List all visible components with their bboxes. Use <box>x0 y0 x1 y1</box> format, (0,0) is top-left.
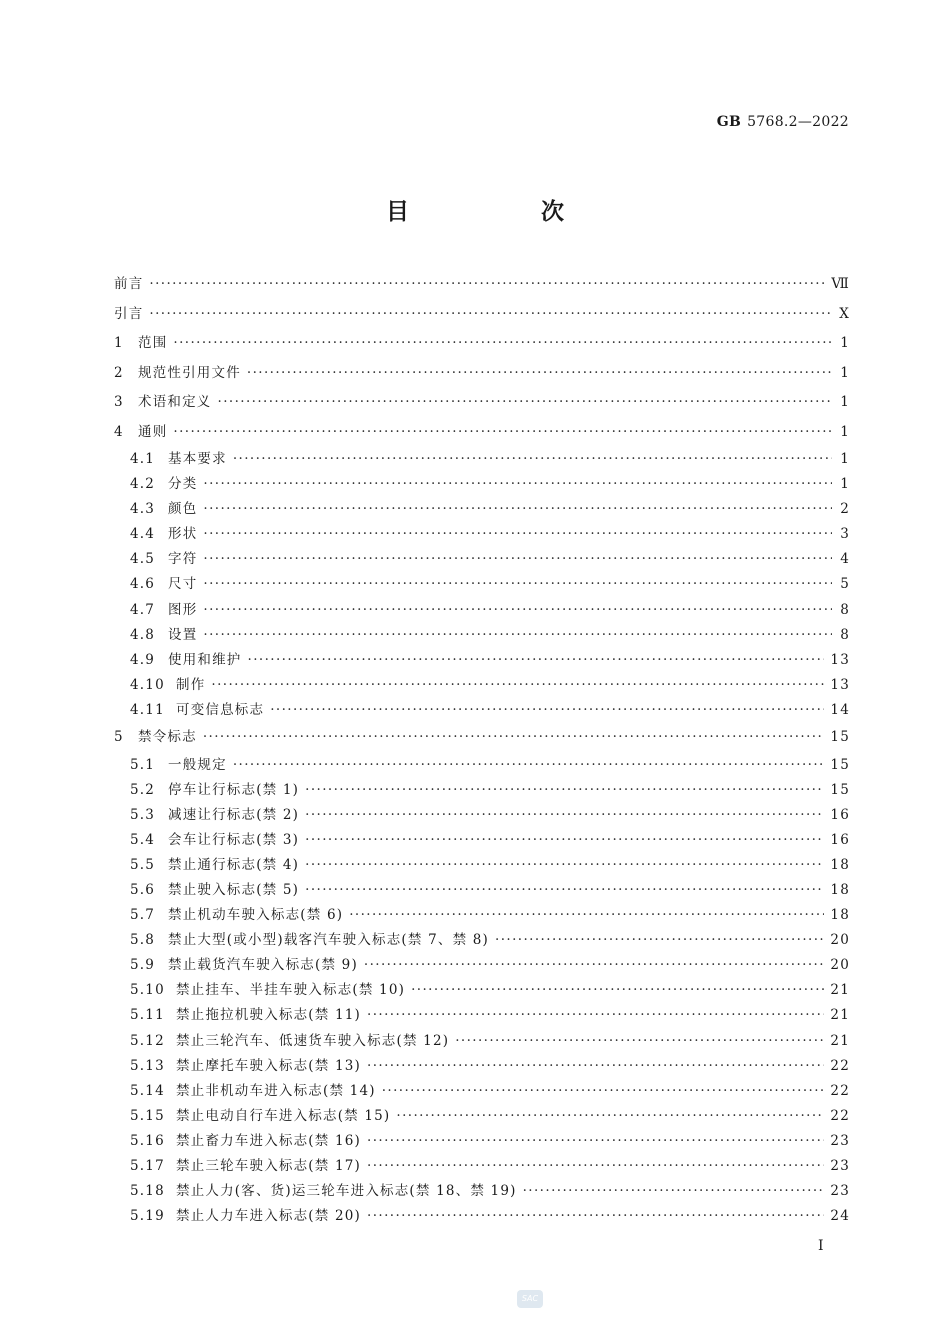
toc-entry-number: 4.9 <box>130 651 156 668</box>
dot-leader <box>173 418 832 448</box>
toc-entry[interactable] <box>114 1054 850 1079</box>
dot-leader <box>396 1104 824 1129</box>
dot-leader <box>367 1129 824 1154</box>
toc-entry-number: 5.3 <box>130 806 156 823</box>
toc-entry-number: 5.17 <box>130 1158 165 1175</box>
toc-entry[interactable] <box>114 648 850 673</box>
toc-entry[interactable] <box>114 388 850 418</box>
toc-entry-page: 1 <box>840 423 850 440</box>
toc-entry[interactable] <box>114 522 850 547</box>
toc-entry-number: 5.15 <box>130 1107 165 1124</box>
toc-entry-number: 5.14 <box>130 1082 165 1099</box>
page-title: 目 次 <box>385 199 626 225</box>
toc-entry-number: 5 <box>114 729 124 746</box>
toc-entry[interactable] <box>114 673 850 698</box>
toc-entry-page: 1 <box>840 364 850 381</box>
toc-entry-label: 可变信息标志 <box>176 701 265 718</box>
dot-leader <box>203 623 832 648</box>
toc-entry-label: 尺寸 <box>168 576 198 593</box>
toc-entry-page: 4 <box>840 551 850 568</box>
toc-entry[interactable] <box>114 1204 850 1229</box>
toc-entry-number: 5.16 <box>130 1132 165 1149</box>
toc-entry[interactable] <box>114 329 850 359</box>
toc-entry-number: 5.11 <box>130 1007 165 1024</box>
dot-leader <box>455 1029 824 1054</box>
toc-entry-label: 禁止载货汽车驶入标志(禁 9) <box>168 957 358 974</box>
dot-leader <box>203 723 825 753</box>
toc-entry-number: 3 <box>114 394 124 410</box>
toc-entry-page: 21 <box>830 1007 850 1024</box>
toc-entry[interactable] <box>114 723 850 753</box>
toc-entry-page: 21 <box>830 982 850 999</box>
toc-entry-number: 5.4 <box>130 831 156 848</box>
dot-leader <box>305 853 824 878</box>
toc-entry-label: 禁止驶入标志(禁 5) <box>168 882 300 898</box>
toc-entry-label: 禁止电动自行车进入标志(禁 15) <box>176 1107 391 1124</box>
toc-entry[interactable] <box>114 1003 850 1028</box>
toc-entry[interactable] <box>114 953 850 978</box>
toc-entry-label: 规范性引用文件 <box>138 364 241 381</box>
toc-entry-page: 8 <box>840 601 850 618</box>
toc-entry-number: 4.6 <box>130 576 156 593</box>
toc-entry-label: 禁止摩托车驶入标志(禁 13) <box>176 1057 362 1074</box>
toc-entry-number: 5.9 <box>130 957 156 974</box>
dot-leader <box>203 547 832 572</box>
toc-entry-page: 1 <box>840 451 850 467</box>
toc-entry[interactable] <box>114 778 850 803</box>
toc-entry[interactable] <box>114 1129 850 1154</box>
dot-leader <box>149 270 825 300</box>
dot-leader <box>305 878 824 903</box>
toc-entry-page: 22 <box>830 1107 850 1124</box>
toc-entry-page: 15 <box>830 729 850 746</box>
toc-entry-page: 18 <box>830 882 850 898</box>
toc-entry[interactable] <box>114 878 850 903</box>
dot-leader <box>248 648 825 673</box>
toc-entry[interactable] <box>114 598 850 623</box>
dot-leader <box>203 598 832 623</box>
toc-entry-page: 16 <box>830 831 850 848</box>
toc-entry[interactable] <box>114 928 850 953</box>
toc-entry[interactable] <box>114 698 850 723</box>
dot-leader <box>203 572 832 597</box>
page-folio: Ⅰ <box>818 1238 824 1254</box>
toc-entry-label: 设置 <box>168 626 198 643</box>
dot-leader <box>211 673 824 698</box>
dot-leader <box>247 359 832 389</box>
toc-entry-page: 20 <box>830 932 850 949</box>
toc-entry-label: 范围 <box>138 335 168 351</box>
toc-entry-number: 2 <box>114 364 124 381</box>
toc-entry-label: 减速让行标志(禁 2) <box>168 806 300 823</box>
toc-entry-label: 使用和维护 <box>168 651 242 668</box>
dot-leader <box>411 978 824 1003</box>
toc-entry-number: 5.7 <box>130 907 156 924</box>
dot-leader <box>233 753 825 778</box>
toc-entry[interactable] <box>114 1104 850 1129</box>
dot-leader <box>367 1154 824 1179</box>
toc-entry-page: 18 <box>830 907 850 924</box>
dot-leader <box>203 522 832 547</box>
toc-entry[interactable] <box>114 853 850 878</box>
toc-entry-label: 禁止通行标志(禁 4) <box>168 856 300 873</box>
toc-entry-number: 5.13 <box>130 1057 165 1074</box>
toc-entry-number: 4.4 <box>130 526 156 543</box>
toc-entry-page: 24 <box>830 1208 850 1225</box>
toc-entry[interactable] <box>114 497 850 522</box>
dot-leader <box>367 1003 824 1028</box>
toc-entry[interactable] <box>114 1029 850 1054</box>
toc-entry-page: 14 <box>830 701 850 718</box>
standard-number: 5768.2—2022 <box>747 114 849 130</box>
dot-leader <box>233 447 832 472</box>
toc-entry-label: 禁止人力(客、货)运三轮车进入标志(禁 18、禁 19) <box>176 1183 517 1200</box>
toc-entry-page: 20 <box>830 957 850 974</box>
toc-entry-label: 图形 <box>168 601 198 618</box>
toc-entry-page: 3 <box>840 526 850 543</box>
dot-leader <box>173 329 832 359</box>
toc-entry-number: 4.5 <box>130 551 156 568</box>
table-of-contents <box>114 270 850 1229</box>
dot-leader <box>367 1054 824 1079</box>
toc-entry-number: 4.8 <box>130 626 156 643</box>
toc-entry[interactable] <box>114 903 850 928</box>
toc-entry[interactable] <box>114 623 850 648</box>
toc-entry[interactable] <box>114 1179 850 1204</box>
dot-leader <box>305 778 824 803</box>
toc-entry-label: 禁止三轮汽车、低速货车驶入标志(禁 12) <box>176 1032 450 1049</box>
dot-leader <box>203 472 832 497</box>
toc-entry[interactable] <box>114 1154 850 1179</box>
toc-entry-label: 引言 <box>114 305 144 322</box>
toc-entry-number: 5.12 <box>130 1032 165 1049</box>
dot-leader <box>349 903 824 928</box>
dot-leader <box>495 928 824 953</box>
standard-code <box>717 114 849 130</box>
toc-entry-number: 1 <box>114 335 124 351</box>
toc-entry-label: 形状 <box>168 526 198 543</box>
toc-entry-number: 4.1 <box>130 451 156 467</box>
dot-leader <box>367 1204 824 1229</box>
toc-entry-number: 4 <box>114 423 124 440</box>
toc-entry-page: 23 <box>830 1183 850 1200</box>
toc-entry-page: 8 <box>840 626 850 643</box>
toc-entry-number: 4.3 <box>130 501 156 518</box>
toc-entry-label: 停车让行标志(禁 1) <box>168 781 300 798</box>
toc-entry[interactable] <box>114 300 850 330</box>
dot-leader <box>523 1179 825 1204</box>
dot-leader <box>364 953 824 978</box>
toc-entry-label: 禁止畜力车进入标志(禁 16) <box>176 1132 362 1149</box>
toc-entry[interactable] <box>114 547 850 572</box>
toc-entry[interactable] <box>114 572 850 597</box>
toc-entry-number: 5.8 <box>130 932 156 949</box>
dot-leader <box>305 803 824 828</box>
toc-entry[interactable] <box>114 978 850 1003</box>
dot-leader <box>218 388 833 418</box>
toc-entry[interactable] <box>114 828 850 853</box>
toc-entry-page: 13 <box>830 651 850 668</box>
toc-entry-page: 23 <box>830 1158 850 1175</box>
toc-entry-page: 15 <box>830 756 850 773</box>
toc-entry-page: 21 <box>830 1032 850 1049</box>
toc-entry[interactable] <box>114 803 850 828</box>
toc-entry[interactable] <box>114 472 850 497</box>
toc-entry-page: 15 <box>830 781 850 798</box>
toc-entry-label: 禁止人力车进入标志(禁 20) <box>176 1208 362 1225</box>
toc-entry-number: 5.1 <box>130 756 156 773</box>
toc-entry-number: 4.10 <box>130 676 165 693</box>
toc-entry-page: 5 <box>840 576 850 593</box>
publisher-watermark: SAC <box>517 1290 543 1308</box>
toc-entry-label: 术语和定义 <box>138 394 212 410</box>
dot-leader <box>382 1079 825 1104</box>
toc-entry-label: 禁止三轮车驶入标志(禁 17) <box>176 1158 362 1175</box>
toc-entry[interactable] <box>114 447 850 472</box>
toc-entry-label: 禁止大型(或小型)载客汽车驶入标志(禁 7、禁 8) <box>168 932 490 949</box>
toc-entry-number: 4.11 <box>130 701 165 718</box>
toc-entry-label: 禁止机动车驶入标志(禁 6) <box>168 907 344 924</box>
toc-entry-page: 13 <box>830 676 850 693</box>
toc-entry-page: 18 <box>830 856 850 873</box>
dot-leader <box>203 497 832 522</box>
toc-entry-label: 基本要求 <box>168 451 227 467</box>
toc-entry-label: 禁令标志 <box>138 729 197 746</box>
toc-entry-number: 4.7 <box>130 601 156 618</box>
toc-entry-page: 16 <box>830 806 850 823</box>
toc-entry-label: 制作 <box>176 676 206 693</box>
dot-leader <box>270 698 824 723</box>
toc-entry-page: 1 <box>840 394 850 410</box>
dot-leader <box>305 828 824 853</box>
toc-entry-label: 禁止非机动车进入标志(禁 14) <box>176 1082 376 1099</box>
toc-entry-number: 4.2 <box>130 476 156 493</box>
toc-entry-page: Ⅹ <box>839 305 850 322</box>
toc-entry-number: 5.10 <box>130 982 165 999</box>
toc-entry-page: 23 <box>830 1132 850 1149</box>
toc-entry-label: 通则 <box>138 423 168 440</box>
toc-entry-page: 1 <box>840 335 850 351</box>
toc-entry-label: 前言 <box>114 276 144 292</box>
toc-entry-page: 22 <box>830 1082 850 1099</box>
toc-entry-page: Ⅶ <box>831 276 850 292</box>
toc-entry-number: 5.5 <box>130 856 156 873</box>
toc-entry-label: 一般规定 <box>168 756 227 773</box>
toc-entry-label: 颜色 <box>168 501 198 518</box>
toc-entry-page: 2 <box>840 501 850 518</box>
standard-prefix: GB <box>716 114 742 130</box>
toc-entry[interactable] <box>114 418 850 448</box>
toc-entry-label: 禁止拖拉机驶入标志(禁 11) <box>176 1007 362 1024</box>
toc-entry-number: 5.18 <box>130 1183 165 1200</box>
toc-entry-label: 禁止挂车、半挂车驶入标志(禁 10) <box>176 982 406 999</box>
toc-entry-label: 会车让行标志(禁 3) <box>168 831 300 848</box>
toc-entry[interactable] <box>114 359 850 389</box>
toc-entry-page: 22 <box>830 1057 850 1074</box>
toc-entry-label: 分类 <box>168 476 198 493</box>
toc-entry[interactable] <box>114 753 850 778</box>
toc-entry-page: 1 <box>840 476 850 493</box>
toc-entry-label: 字符 <box>168 551 198 568</box>
toc-entry[interactable] <box>114 1079 850 1104</box>
toc-entry[interactable] <box>114 270 850 300</box>
toc-entry-number: 5.6 <box>130 882 156 898</box>
dot-leader <box>149 300 832 330</box>
toc-entry-number: 5.2 <box>130 781 156 798</box>
toc-entry-number: 5.19 <box>130 1208 165 1225</box>
